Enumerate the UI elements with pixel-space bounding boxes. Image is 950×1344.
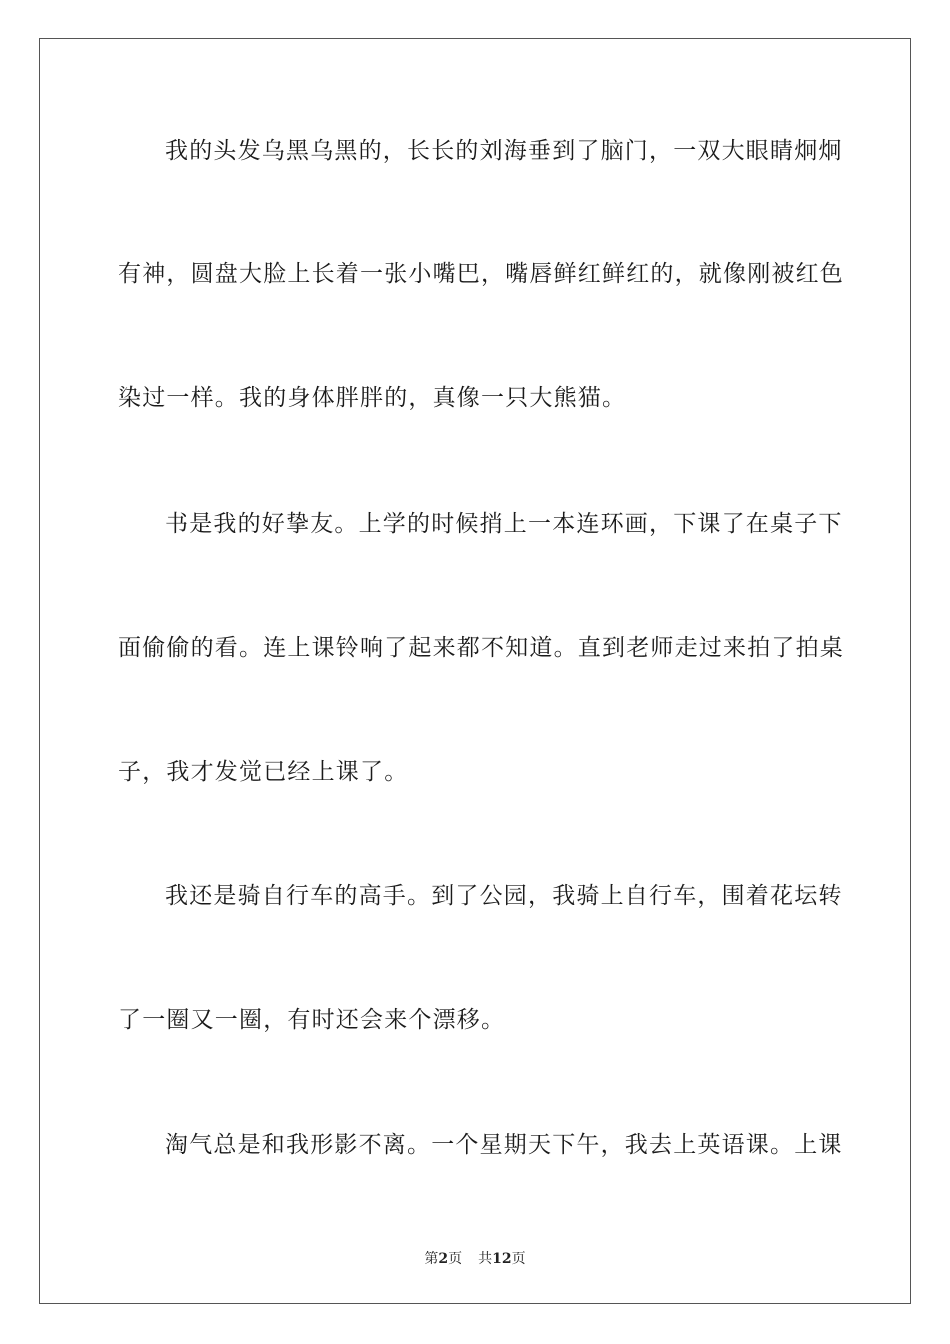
- text-line: 染过一样。我的身体胖胖的，真像一只大熊猫。: [118, 385, 627, 411]
- total-suffix: 页: [511, 1251, 526, 1267]
- text-line: 淘气总是和我形影不离。一个星期天下午，我去上英语课。上课: [165, 1132, 843, 1158]
- text-line: 子，我才发觉已经上课了。: [118, 759, 409, 785]
- text-line: 书是我的好挚友。上学的时候捎上一本连环画，下课了在桌子下: [165, 511, 843, 537]
- page-suffix: 页: [448, 1251, 463, 1267]
- text-line: 面偷偷的看。连上课铃响了起来都不知道。直到老师走过来拍了拍桌: [118, 635, 844, 661]
- text-line: 了一圈又一圈，有时还会来个漂移。: [118, 1007, 506, 1033]
- page-border: [39, 38, 911, 1304]
- text-line: 我还是骑自行车的高手。到了公园，我骑上自行车，围着花坛转: [165, 883, 843, 909]
- total-pages: 12: [492, 1251, 512, 1267]
- text-line: 我的头发乌黑乌黑的，长长的刘海垂到了脑门，一双大眼睛炯炯: [165, 138, 843, 164]
- total-prefix: 共: [478, 1251, 493, 1267]
- text-line: 有神，圆盘大脸上长着一张小嘴巴，嘴唇鲜红鲜红的，就像刚被红色: [118, 261, 844, 287]
- page-footer: [0, 1248, 950, 1268]
- page-number: 2: [438, 1251, 449, 1267]
- page-prefix: 第: [424, 1251, 439, 1267]
